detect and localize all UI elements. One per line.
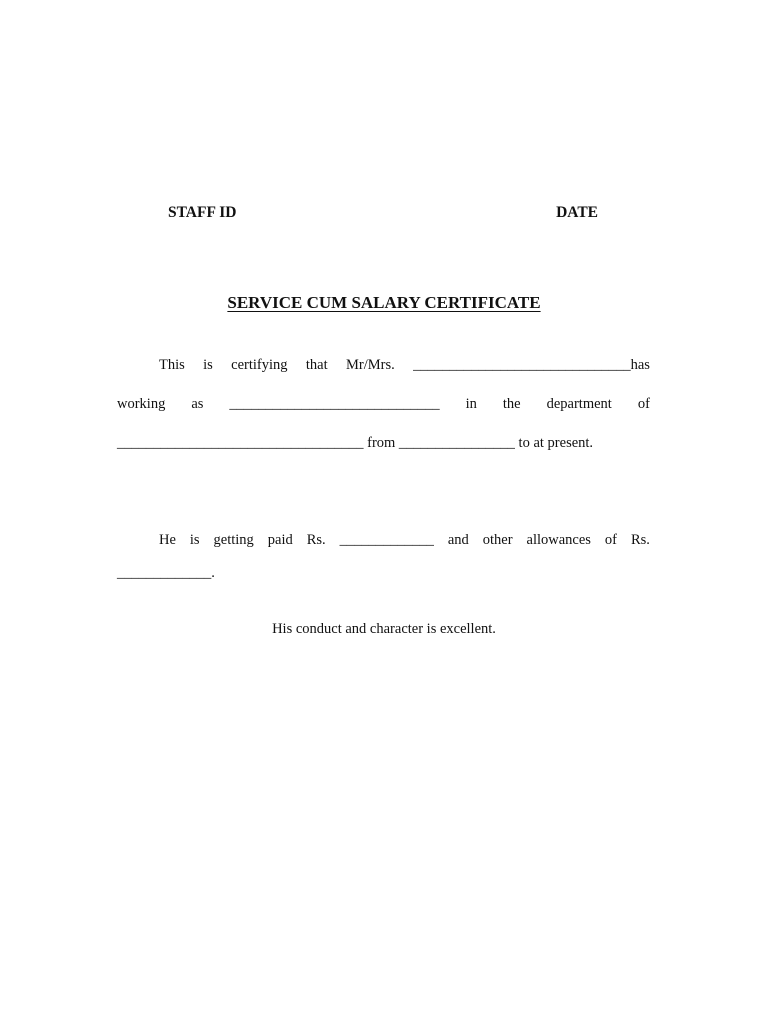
word: Rs. (630, 532, 650, 548)
word: Rs. (306, 532, 326, 548)
paragraph1-line1 (159, 357, 650, 374)
certificate-title: SERVICE CUM SALARY CERTIFICATE (227, 293, 541, 312)
word: This (159, 357, 185, 373)
word: and (447, 532, 469, 548)
designation-blank-field: _____________________________ (229, 396, 440, 412)
word: is (189, 532, 200, 548)
word: the (502, 396, 521, 412)
paragraph2-line1 (159, 532, 650, 549)
salary-blank-field: _____________ (339, 532, 434, 548)
word: as (191, 396, 204, 412)
word: Mr/Mrs. (346, 357, 395, 373)
paragraph1-line2 (117, 396, 650, 413)
word: is (203, 357, 213, 373)
word: paid (267, 532, 293, 548)
word: certifying (231, 357, 288, 373)
word: He (159, 532, 176, 548)
word: that (305, 357, 328, 373)
allowance-blank-field: _____________. (117, 565, 215, 581)
word: in (465, 396, 477, 412)
word: working (117, 396, 166, 412)
word: allowances (526, 532, 591, 548)
date-label: DATE (556, 204, 598, 221)
header-row (168, 204, 598, 226)
word: getting (213, 532, 254, 548)
conduct-statement: His conduct and character is excellent. (272, 621, 496, 637)
name-blank-field: ______________________________has (413, 357, 650, 373)
word: of (637, 396, 650, 412)
paragraph1-line3: __________________________________ from ________________ to at present. (117, 435, 594, 451)
word: department (546, 396, 612, 412)
word: other (482, 532, 513, 548)
staff-id-label: STAFF ID (168, 204, 237, 221)
word: of (604, 532, 618, 548)
